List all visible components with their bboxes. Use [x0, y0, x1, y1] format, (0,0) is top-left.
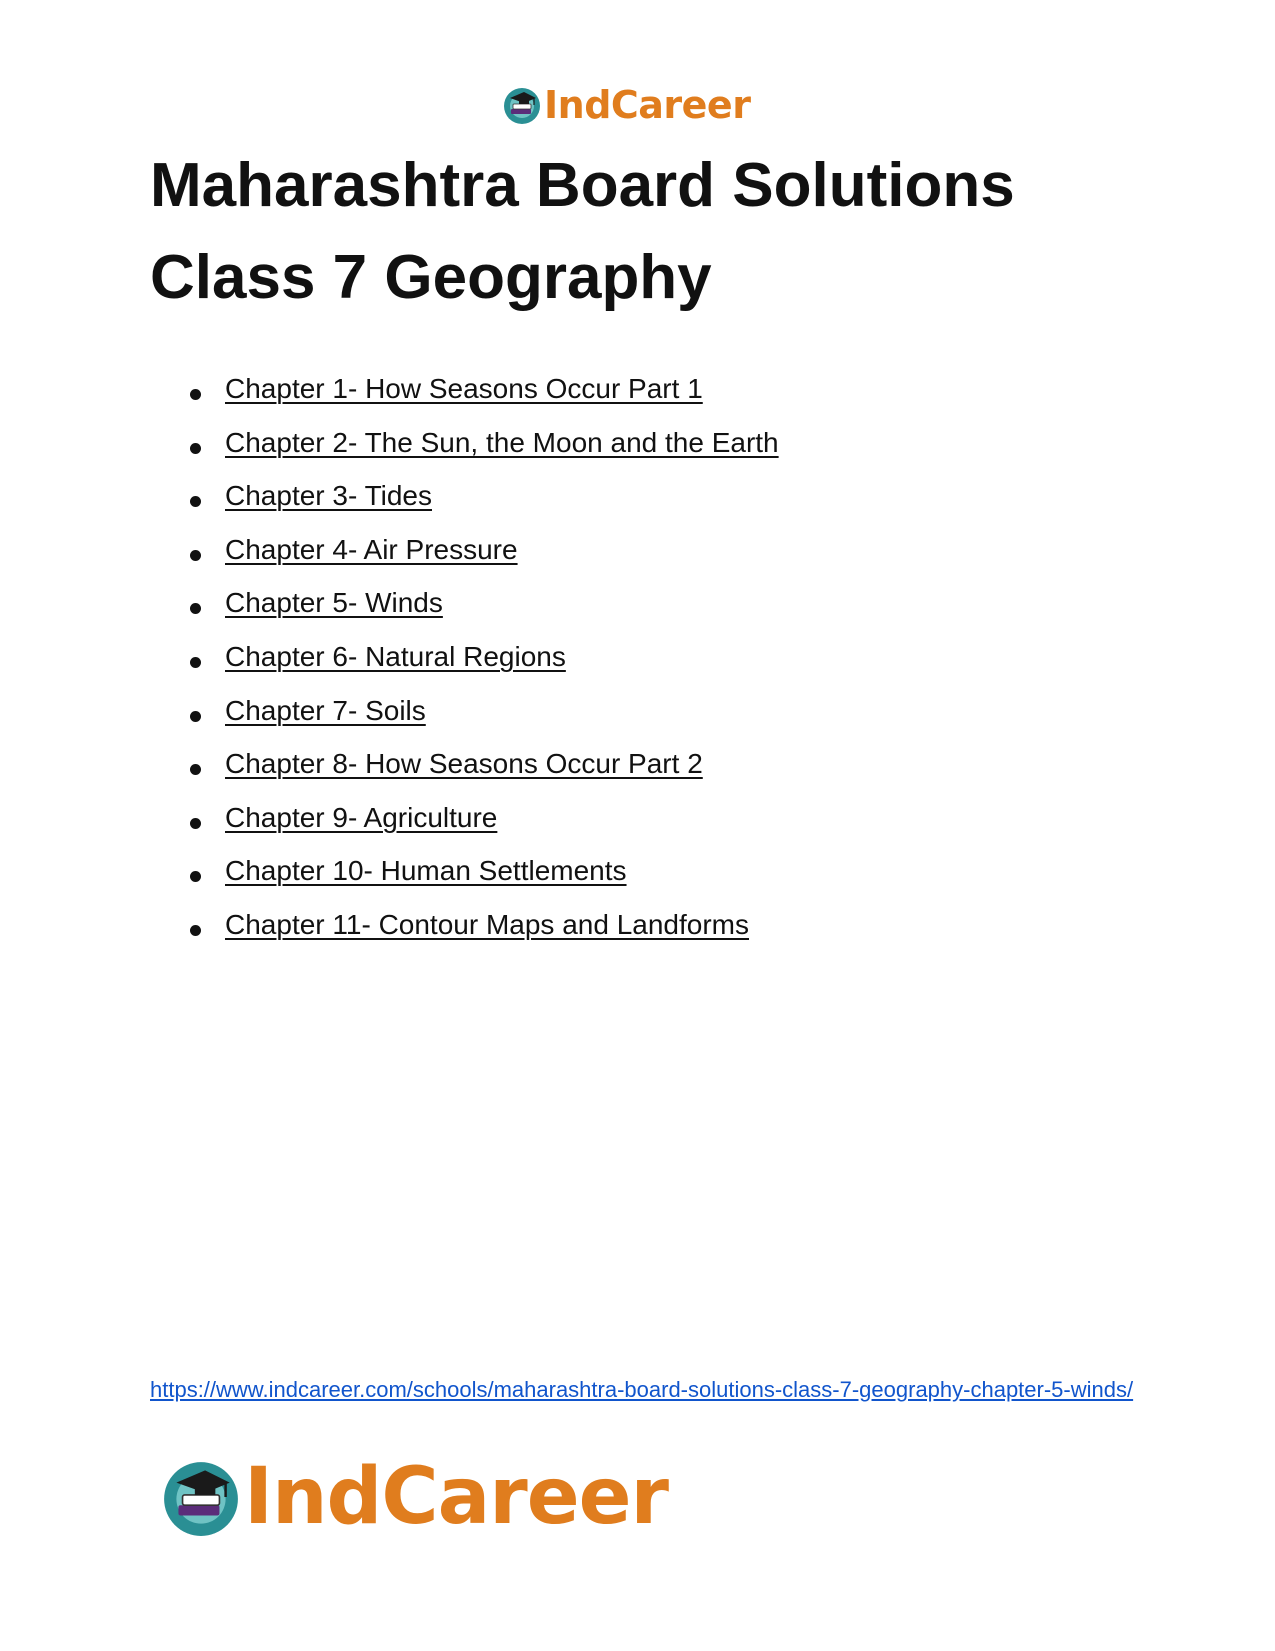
chapter-list-item	[150, 533, 779, 587]
bullet-icon	[190, 603, 201, 614]
chapter-link[interactable]: Chapter 8- How Seasons Occur Part 2	[225, 748, 703, 780]
bullet-icon	[190, 711, 201, 722]
graduation-cap-books-icon	[502, 85, 542, 125]
source-url-link[interactable]: https://www.indcareer.com/schools/maharashtra-board-solutions-class-7-geography-chapter-5-winds/	[150, 1377, 1134, 1402]
chapter-list-item	[150, 747, 779, 801]
chapter-list-item	[150, 586, 779, 640]
chapter-list-item	[150, 372, 779, 426]
chapter-link[interactable]: Chapter 6- Natural Regions	[225, 640, 566, 672]
chapter-list-item	[150, 479, 779, 533]
brand-name: IndCareer	[544, 83, 751, 127]
bullet-icon	[190, 443, 201, 454]
chapter-list-item	[150, 694, 779, 748]
chapter-link[interactable]: Chapter 9- Agriculture	[225, 801, 498, 833]
page-title: Maharashtra Board Solutions Class 7 Geography	[150, 151, 1015, 312]
header-logo	[502, 80, 750, 130]
chapter-list-item	[150, 854, 779, 908]
chapter-list-item	[150, 640, 779, 694]
chapter-link[interactable]: Chapter 3- Tides	[225, 480, 432, 512]
bullet-icon	[190, 389, 201, 400]
chapter-link[interactable]: Chapter 5- Winds	[225, 587, 443, 619]
chapter-link[interactable]: Chapter 4- Air Pressure	[225, 533, 518, 565]
chapter-link[interactable]: Chapter 2- The Sun, the Moon and the Earth	[225, 426, 779, 458]
chapter-link[interactable]: Chapter 7- Soils	[225, 694, 426, 726]
chapter-list-item	[150, 908, 779, 962]
chapter-link[interactable]: Chapter 1- How Seasons Occur Part 1	[225, 373, 703, 404]
chapter-list-item	[150, 426, 779, 480]
bullet-icon	[190, 657, 201, 668]
graduation-cap-books-icon	[160, 1456, 242, 1538]
bullet-icon	[190, 764, 201, 775]
bullet-icon	[190, 871, 201, 882]
bullet-icon	[190, 496, 201, 507]
bullet-icon	[190, 818, 201, 829]
chapter-list	[150, 372, 779, 962]
footer-logo	[160, 1452, 668, 1542]
bullet-icon	[190, 550, 201, 561]
chapter-link[interactable]: Chapter 11- Contour Maps and Landforms	[225, 908, 749, 940]
bullet-icon	[190, 925, 201, 936]
chapter-list-item	[150, 801, 779, 855]
chapter-link[interactable]: Chapter 10- Human Settlements	[225, 855, 627, 887]
brand-name: IndCareer	[244, 1452, 668, 1542]
